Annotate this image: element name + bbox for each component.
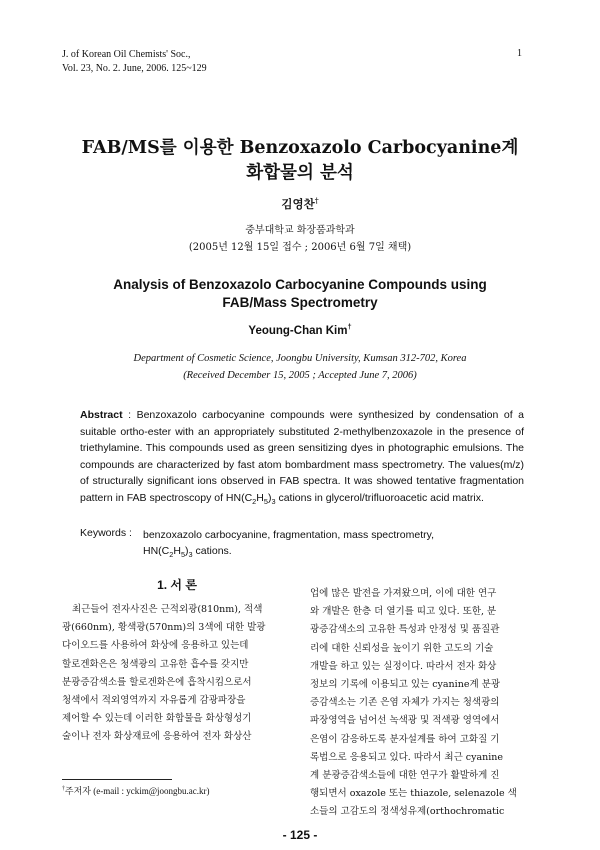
body-line: 행되면서 oxazole 또는 thiazole, selenazole 색: [310, 788, 517, 800]
body-line: 계 분광증감색소들에 대한 연구가 활발하게 진: [310, 770, 500, 782]
body-line: 정보의 기록에 이용되고 있는 cyanine계 분광: [310, 679, 501, 691]
kw-part-b: H: [173, 545, 181, 557]
english-dates: (Received December 15, 2005 ; Accepted June 7, 2006): [183, 370, 417, 381]
abstract-text-b: cations in glycerol/trifluoroacetic acid matrix.: [275, 491, 484, 504]
english-author-name: Yeoung-Chan Kim: [248, 324, 348, 337]
korean-title-line-2: 화합물의 분석: [246, 163, 354, 183]
footnote-divider: [62, 779, 172, 780]
kw-part-d: cations.: [192, 545, 232, 557]
section-heading: 1. 서 론: [157, 578, 197, 592]
kw-sub-1: 2: [169, 550, 174, 560]
body-line: 은염이 감응하도록 분자설계를 하여 고화질 기: [310, 733, 500, 745]
body-line: 청색에서 적외영역까지 자유롭게 감광파장을: [62, 695, 246, 707]
body-line: 광증감색소의 고유한 특성과 안정성 및 품질관: [310, 624, 500, 636]
body-column-left: [62, 601, 294, 747]
corresponding-mark-en: †: [347, 322, 352, 331]
footnote-text: 주저자 (e-mail : yckim@joongbu.ac.kr): [64, 786, 210, 796]
body-line: 광(660nm), 황색광(570nm)의 3색에 대한 발광: [62, 622, 266, 634]
body-line: 증감색소는 기존 은염 자체가 가지는 청색광의: [310, 697, 500, 709]
kw-sub-3: 3: [188, 550, 193, 560]
journal-citation: [62, 48, 207, 76]
body-line: 리에 대한 신뢰성을 높이기 위한 고도의 기술: [310, 642, 494, 654]
korean-affiliation: 중부대학교 화장품과학과: [245, 225, 355, 236]
body-line: 할로겐화은은 청색광의 고유한 흡수를 갖지만: [62, 658, 249, 670]
abstract: [80, 407, 524, 510]
abstract-mid-2: ): [267, 491, 272, 504]
body-line: 업에 많은 발전을 가져왔으며, 이에 대한 연구: [310, 588, 497, 599]
body-line: 분광증감색소를 할로겐화은에 흡착시킴으로서: [62, 676, 252, 688]
abstract-sep: :: [122, 409, 137, 421]
page-number: - 125 -: [282, 828, 318, 842]
abstract-mid-1: H: [256, 491, 264, 504]
body-line: 와 개발은 한층 더 열기를 띠고 있다. 또한, 분: [310, 606, 497, 618]
footnote: [62, 784, 210, 797]
body-line: 록법으로 응용되고 있다. 따라서 최근 cyanine: [310, 751, 504, 763]
english-title-line-1: Analysis of Benzoxazolo Carbocyanine Compounds using: [113, 277, 487, 292]
english-affiliation: Department of Cosmetic Science, Joongbu University, Kumsan 312-702, Korea: [133, 353, 467, 364]
kw-sub-2: 5: [180, 550, 186, 560]
abstract-label: Abstract: [80, 409, 123, 421]
abstract-text-a: Benzoxazolo carbocyanine compounds were synthesized by condensation of a suitable ortho-ester with an appropriately substituted 2-methylbenzoxazole in the presence of triethylamine. This compounds used as green sensitizing dyes in photographic emulsions. The compounds are characterized by fast atom bombardment mass spectrometry. The values(m/z) of structurally significant ions observed in FAB spectra. It was showed tentative fragmentation pattern in FAB spectroscopy of HN(C: [80, 409, 524, 504]
body-line: 제어할 수 있는데 이러한 화합물을 화상형성기: [62, 713, 252, 725]
abstract-sub-2: 5: [263, 496, 268, 506]
keywords-line-1: benzoxazolo carbocyanine, fragmentation, mass spectrometry,: [143, 529, 435, 541]
korean-title-line-1: FAB/MS를 이용한 Benzoxazolo Carbocyanine계: [81, 138, 519, 158]
abstract-sub-3: 3: [271, 496, 276, 506]
body-line: 개발을 하고 있는 실정이다. 따라서 전자 화상: [310, 660, 497, 672]
keywords-label: Keywords :: [80, 527, 132, 539]
body-column-right: [310, 585, 542, 822]
body-line: 술이나 전자 화상재료에 응용하여 전자 화상산: [62, 731, 252, 743]
kw-part-a: HN(C: [143, 545, 170, 557]
kw-part-c: ): [185, 545, 189, 557]
english-title-line-2: FAB/Mass Spectrometry: [222, 295, 378, 310]
header-page-number: 1: [517, 48, 522, 59]
journal-line-1: J. of Korean Oil Chemists' Soc.,: [62, 49, 191, 60]
body-line: 최근들어 전자사진은 근적외광(810nm), 적색: [72, 604, 263, 615]
body-line: 파장영역을 넘어선 녹색광 및 적색광 영역에서: [310, 715, 500, 727]
keywords: [143, 527, 523, 563]
korean-author-name: 김영찬: [281, 197, 315, 211]
abstract-sub-1: 2: [252, 496, 257, 506]
body-line: 소들의 고감도의 정색성유제(orthochromatic: [310, 806, 505, 818]
corresponding-mark: †: [314, 196, 319, 206]
body-line: 다이오드를 사용하여 화상에 응용하고 있는데: [62, 640, 249, 652]
footnote-mark: †: [62, 786, 65, 792]
keywords-line-2: [143, 543, 523, 563]
journal-line-2: Vol. 23, No. 2. June, 2006. 125~129: [62, 63, 207, 74]
korean-author: [0, 196, 600, 212]
english-author: [0, 322, 600, 337]
korean-dates: (2005년 12월 15일 접수 ; 2006년 6월 7일 채택): [188, 242, 412, 253]
